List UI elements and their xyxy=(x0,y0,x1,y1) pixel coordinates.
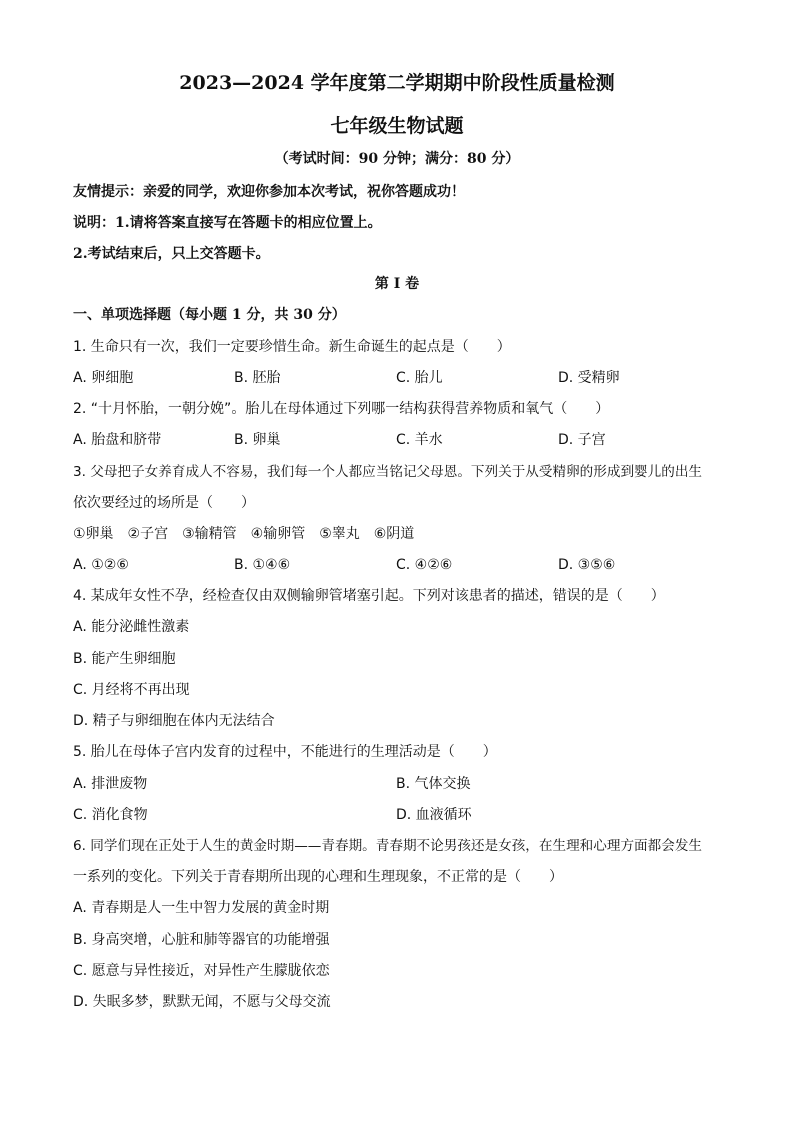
q3-option-c: C. ④②⑥ xyxy=(396,557,453,573)
instruction-2: 2.考试结束后，只上交答题卡。 xyxy=(73,246,270,262)
q2-option-a: A. 胎盘和脐带 xyxy=(73,432,162,448)
question-1-stem: 1. 生命只有一次，我们一定要珍惜生命。新生命诞生的起点是（ ） xyxy=(73,339,511,355)
q5-option-d: D. 血液循环 xyxy=(396,807,472,823)
friendly-tip: 友情提示：亲爱的同学，欢迎你参加本次考试，祝你答题成功！ xyxy=(73,184,465,200)
q1-option-c: C. 胎儿 xyxy=(396,370,443,386)
q5-option-b: B. 气体交换 xyxy=(396,776,471,792)
q6-option-a: A. 青春期是人一生中智力发展的黄金时期 xyxy=(73,900,330,916)
question-3-stem-line-2: 依次要经过的场所是（ ） xyxy=(73,495,255,511)
q2-option-b: B. 卵巢 xyxy=(234,432,281,448)
question-3-stem-line-1: 3. 父母把子女养育成人不容易，我们每一个人都应当铭记父母恩。下列关于从受精卵的形成到婴儿的出生 xyxy=(73,464,703,480)
q3-option-d: D. ③⑤⑥ xyxy=(558,557,616,573)
instruction-1: 说明：1.请将答案直接写在答题卡的相应位置上。 xyxy=(73,215,382,231)
question-5-stem: 5. 胎儿在母体子宫内发育的过程中，不能进行的生理活动是（ ） xyxy=(73,744,497,760)
q3-option-a: A. ①②⑥ xyxy=(73,557,129,573)
exam-title: 2023—2024 学年度第二学期期中阶段性质量检测 xyxy=(179,72,615,94)
volume-label: 第 I 卷 xyxy=(374,276,420,292)
question-6-stem-line-1: 6. 同学们现在正处于人生的黄金时期——青春期。青春期不论男孩还是女孩，在生理和心理方面都会发生 xyxy=(73,838,703,854)
q5-option-c: C. 消化食物 xyxy=(73,807,148,823)
q4-option-a: A. 能分泌雌性激素 xyxy=(73,619,190,635)
q4-option-c: C. 月经将不再出现 xyxy=(73,682,190,698)
exam-info: （考试时间：90 分钟；满分：80 分） xyxy=(274,151,520,167)
q2-option-d: D. 子宫 xyxy=(558,432,606,448)
question-3-items: ①卵巢 ②子宫 ③输精管 ④输卵管 ⑤睾丸 ⑥阴道 xyxy=(73,526,415,542)
q1-option-b: B. 胚胎 xyxy=(234,370,281,386)
q4-option-b: B. 能产生卵细胞 xyxy=(73,651,176,667)
q1-option-a: A. 卵细胞 xyxy=(73,370,134,386)
q6-option-b: B. 身高突增，心脏和肺等器官的功能增强 xyxy=(73,932,330,948)
question-6-stem-line-2: 一系列的变化。下列关于青春期所出现的心理和生理现象，不正常的是（ ） xyxy=(73,869,563,885)
q5-option-a: A. 排泄废物 xyxy=(73,776,148,792)
question-4-stem: 4. 某成年女性不孕，经检查仅由双侧输卵管堵塞引起。下列对该患者的描述，错误的是（ ） xyxy=(73,588,665,604)
q6-option-c: C. 愿意与异性接近，对异性产生朦胧依恋 xyxy=(73,963,330,979)
q1-option-d: D. 受精卵 xyxy=(558,370,620,386)
q6-option-d: D. 失眠多梦，默默无闻，不愿与父母交流 xyxy=(73,994,331,1010)
q3-option-b: B. ①④⑥ xyxy=(234,557,291,573)
q4-option-d: D. 精子与卵细胞在体内无法结合 xyxy=(73,713,275,729)
q2-option-c: C. 羊水 xyxy=(396,432,443,448)
section-title: 一、单项选择题（每小题 1 分，共 30 分） xyxy=(73,307,346,323)
question-2-stem: 2. “十月怀胎，一朝分娩”。胎儿在母体通过下列哪一结构获得营养物质和氧气（ ） xyxy=(73,401,610,417)
exam-subtitle: 七年级生物试题 xyxy=(330,115,464,137)
